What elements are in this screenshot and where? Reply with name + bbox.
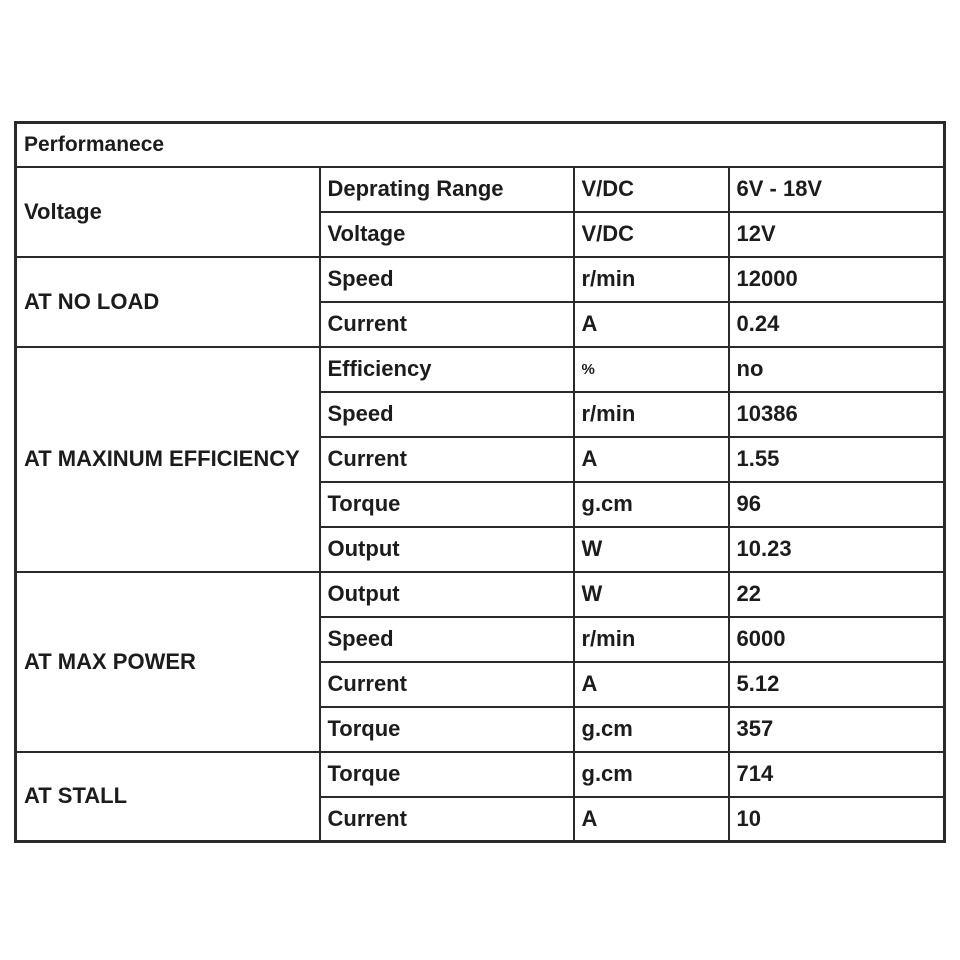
parameter-cell: Current <box>320 437 574 482</box>
spec-row <box>16 752 945 797</box>
parameter-cell: Speed <box>320 617 574 662</box>
parameter-cell: Torque <box>320 752 574 797</box>
unit-cell: r/min <box>574 257 729 302</box>
spec-row <box>16 347 945 392</box>
unit-cell: r/min <box>574 392 729 437</box>
parameter-cell: Current <box>320 797 574 842</box>
value-cell: 22 <box>729 572 945 617</box>
parameter-cell: Torque <box>320 482 574 527</box>
value-cell: 357 <box>729 707 945 752</box>
value-cell: 1.55 <box>729 437 945 482</box>
value-cell: 6000 <box>729 617 945 662</box>
spec-row <box>16 167 945 212</box>
unit-cell: g.cm <box>574 482 729 527</box>
unit-cell: g.cm <box>574 707 729 752</box>
value-cell: 0.24 <box>729 302 945 347</box>
parameter-cell: Efficiency <box>320 347 574 392</box>
parameter-cell: Deprating Range <box>320 167 574 212</box>
value-cell: 12V <box>729 212 945 257</box>
unit-cell: V/DC <box>574 167 729 212</box>
value-cell: 5.12 <box>729 662 945 707</box>
unit-cell: A <box>574 437 729 482</box>
unit-cell: A <box>574 302 729 347</box>
spec-row <box>16 257 945 302</box>
spec-row <box>16 572 945 617</box>
unit-cell: A <box>574 797 729 842</box>
value-cell: 12000 <box>729 257 945 302</box>
unit-cell: V/DC <box>574 212 729 257</box>
table-title: Performanece <box>16 123 945 167</box>
performance-spec-table <box>14 121 946 843</box>
group-label: AT NO LOAD <box>16 257 320 347</box>
unit-cell: r/min <box>574 617 729 662</box>
unit-cell: W <box>574 527 729 572</box>
table-header-row <box>16 123 945 167</box>
unit-cell: A <box>574 662 729 707</box>
value-cell: 10.23 <box>729 527 945 572</box>
group-label: Voltage <box>16 167 320 257</box>
value-cell: no <box>729 347 945 392</box>
group-label: AT MAXINUM EFFICIENCY <box>16 347 320 572</box>
value-cell: 10 <box>729 797 945 842</box>
value-cell: 6V - 18V <box>729 167 945 212</box>
group-label: AT MAX POWER <box>16 572 320 752</box>
value-cell: 714 <box>729 752 945 797</box>
parameter-cell: Voltage <box>320 212 574 257</box>
value-cell: 96 <box>729 482 945 527</box>
parameter-cell: Speed <box>320 257 574 302</box>
unit-cell: W <box>574 572 729 617</box>
parameter-cell: Speed <box>320 392 574 437</box>
unit-cell: % <box>574 347 729 392</box>
parameter-cell: Output <box>320 527 574 572</box>
unit-cell: g.cm <box>574 752 729 797</box>
parameter-cell: Current <box>320 302 574 347</box>
parameter-cell: Current <box>320 662 574 707</box>
value-cell: 10386 <box>729 392 945 437</box>
parameter-cell: Output <box>320 572 574 617</box>
group-label: AT STALL <box>16 752 320 842</box>
parameter-cell: Torque <box>320 707 574 752</box>
